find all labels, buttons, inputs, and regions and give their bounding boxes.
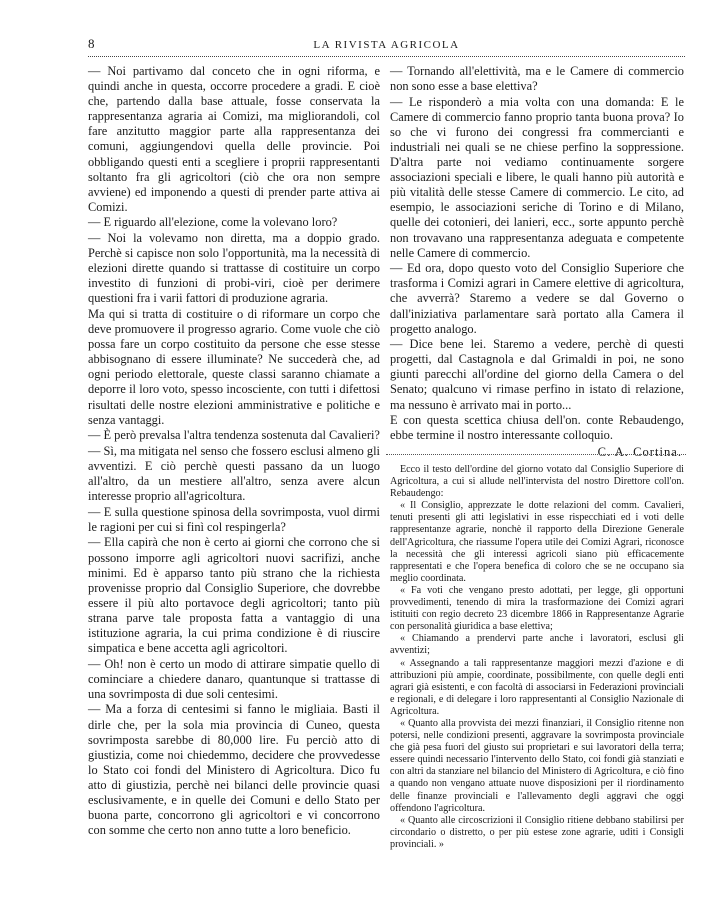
- paragraph: — Tornando all'elettività, ma e le Camere di commercio non sono esse a base elettiva?: [390, 64, 684, 94]
- paragraph: — Le risponderò a mia volta con una domanda: E le Camere di commercio fanno proprio tanta buona prova? Io so che vi furono dei congressi fra commercianti e industriali nei quali se ne chiese perfino la soppressione. D'altra parte noi vediamo continuamente sorgere associazioni speciali e libere, le quali hanno più autorità e più vitalità delle stesse Camere di commercio. Le cito, ad esempio, le associazioni seriche di Torino e di Milano, quelle dei cotonieri, dei lanieri, ecc., sorte appunto perchè non trovavano una rappresentanza adeguata e competente nelle Camere di commercio.: [390, 94, 684, 260]
- note-paragraph: « Fa voti che vengano presto adottati, per legge, gli opportuni provvedimenti, tenendo di mira la trasformazione dei Comizi agrari istituiti con regio decreto 23 dicembre 1866 in Rappresentanze Agrarie con personalità giuridica a base elettiva;: [390, 584, 684, 633]
- paragraph: — Ella capirà che non è certo ai giorni che corrono che si possono imporre agli agricoltori nuovi sacrifizi, anche minimi. Ed è apparso tanto più strano che la richiesta provenisse proprio dal Consiglio Superiore, che dovrebbe essere il più alto portavoce degli agricoltori; tanto più strana parve tale proposta fatta a vantaggio di una istituzione agraria, la cui prima condizione è di riuscire simpatica e bene accetta agli agricoltori.: [88, 535, 380, 656]
- note-paragraph: « Quanto alle circoscrizioni il Consiglio ritiene debbano stabilirsi per circondario o distretto, o per più estese zone agrarie, uditi i Consigli provinciali. »: [390, 814, 684, 850]
- page-number: 8: [88, 36, 95, 51]
- paragraph: — E sulla questione spinosa della sovrimposta, vuol dirmi le ragioni per cui si finì col respingerla?: [88, 504, 380, 534]
- left-column: [88, 64, 380, 839]
- paragraph: — Sì, ma mitigata nel senso che fossero esclusi almeno gli avventizi. E ciò perchè questi passano da un luogo all'altro, da un mestiere all'altro, senza avere alcun interesse proprio all'agricoltura.: [88, 443, 380, 504]
- paragraph: — Noi la volevamo non diretta, ma a doppio grado. Perchè si capisce non solo l'opportunità, ma la necessità di elezioni dirette quando si trattasse di costituire un corpo investito di funzioni di probi-viri, cioè per derimere questioni fra i varii fattori di produzione agraria.: [88, 231, 380, 306]
- paragraph: — È però prevalsa l'altra tendenza sostenuta dal Cavalieri?: [88, 428, 380, 443]
- note-paragraph: « Quanto alla provvista dei mezzi finanziari, il Consiglio ritenne non potersi, nelle condizioni presenti, aggravare la sovrimposta provinciale che già pesa fuori del giusto sui proprietari e sui lavoratori della terra; essere quindi necessario l'intervento dello Stato, coi fondi già stanziati e con altri da stanziare nel bilancio del Ministero di Agricoltura, e ciò fino a quando non vengano attuate nuove disposizioni per il riordinamento delle finanze provinciali e l'allevamento degli aggravi che oggi offendono l'agricoltura.: [390, 717, 684, 814]
- header-rule: [88, 56, 685, 57]
- note-paragraph: « Il Consiglio, apprezzate le dotte relazioni del comm. Cavalieri, tenuti presenti gli atti legislativi in esse rispecchiati ed i voti delle rappresentanze agrarie, nonchè il rapporto della Direzione Generale dell'Agricoltura, che riassume l'opera utile dei Comizi Agrari, riconosce la necessità che gli interessi agricoli siano più efficacemente rappresentati e che l'opera benefica di coloro che se ne occupano sia meglio coordinata.: [390, 500, 684, 584]
- note-paragraph: Ecco il testo dell'ordine del giorno votato dal Consiglio Superiore di Agricoltura, a cui si allude nell'intervista del nostro Direttore coll'on. Rebaudengo:: [390, 464, 684, 500]
- paragraph: E con questa scettica chiusa dell'on. conte Rebaudengo, ebbe termine il nostro interessante colloquio.: [390, 413, 684, 443]
- note-paragraph: « Chiamando a prendervi parte anche i lavoratori, esclusi gli avventizi;: [390, 633, 684, 657]
- right-column: [390, 64, 684, 461]
- paragraph: — Ed ora, dopo questo voto del Consiglio Superiore che trasforma i Comizi agrari in Camere elettive di agricoltura, che avverrà? Staremo a vedere se dal Governo o dall'iniziativa parlamentare sarà portato alla Camera il progetto analogo.: [390, 261, 684, 336]
- journal-title: LA RIVISTA AGRICOLA: [313, 39, 460, 51]
- paragraph: — Oh! non è certo un modo di attirare simpatie quello di cominciare a chiedere danaro, quantunque si trattasse di una sovrimposta di due soli centesimi.: [88, 656, 380, 701]
- note-paragraph: « Assegnando a tali rappresentanze maggiori mezzi d'azione e di attribuzioni più ampie, coordinate, possibilmente, con quelle degli enti agrari già esistenti, e con facoltà di associarsi in Federazioni provinciali e regionali, e di delegare i loro rappresentanti al Consiglio Nazionale di Agricoltura.: [390, 657, 684, 717]
- running-header: [88, 37, 685, 51]
- paragraph: — E riguardo all'elezione, come la volevano loro?: [88, 215, 338, 230]
- paragraph: Ma qui si tratta di costituire o di riformare un corpo che deve promuovere il progresso agrario. Come vuole che ciò possa fare un corpo costituito da persone che esse stesse abbisognano di essere illuminate? Ne succederà che, ad ogni periodo elettorale, queste classi saranno chiamate a deporre il loro voto, spesso incosciente, con tutti i difettosi risultati delle nostre elezioni amministrative e politiche e senza vantaggi.: [88, 307, 380, 427]
- order-of-the-day-note: [390, 464, 684, 851]
- author-signature: C. A. Cortina.: [597, 445, 682, 460]
- paragraph: — Dice bene lei. Staremo a vedere, perchè di questi progetti, dal Castagnola e dal Grimaldi in poi, ne sono giunti parecchi all'ordine del giorno della Camera o del Senato; qualcuno vi rimase perfino in istato di relazione, ma nessuno è arrivato mai in porto...: [390, 337, 684, 412]
- paragraph: — Ma a forza di centesimi si fanno le migliaia. Basti il dirle che, per la sola mia provincia di Cuneo, questa sovrimposta sarebbe di 80,000 lire. Fu perciò atto di giustizia, come noi chiedemmo, decidere che provvedesse lo Stato coi fondi del Ministero di Agricoltura. Dico fu atto di giustizia, perchè nei bilanci delle provincie quasi esclusivamente, e in quelle dei Comuni e dello Stato per buona parte, concorrono gli agricoltori e vi concorrono con somme che certo non anno tutte a loro beneficio.: [88, 702, 380, 838]
- note-separator: [386, 454, 686, 455]
- paragraph: — Noi partivamo dal conceto che in ogni riforma, e quindi anche in questa, occorre procedere a gradi. E cioè che, partendo dalla base attuale, fosse conservata la rappresentanza agraria ai Comizi, ma migliorandoli, col fare anzitutto maggior parte alla rappresentanza dei comuni, aggiungendovi quella delle provincie. Poi obbligando questi enti a scegliere i proprii rappresentanti soltanto fra gli agricoltori (ciò che ora non sempre avviene) ed imponendo a questi di prender parte attiva ai Comizi.: [88, 64, 380, 214]
